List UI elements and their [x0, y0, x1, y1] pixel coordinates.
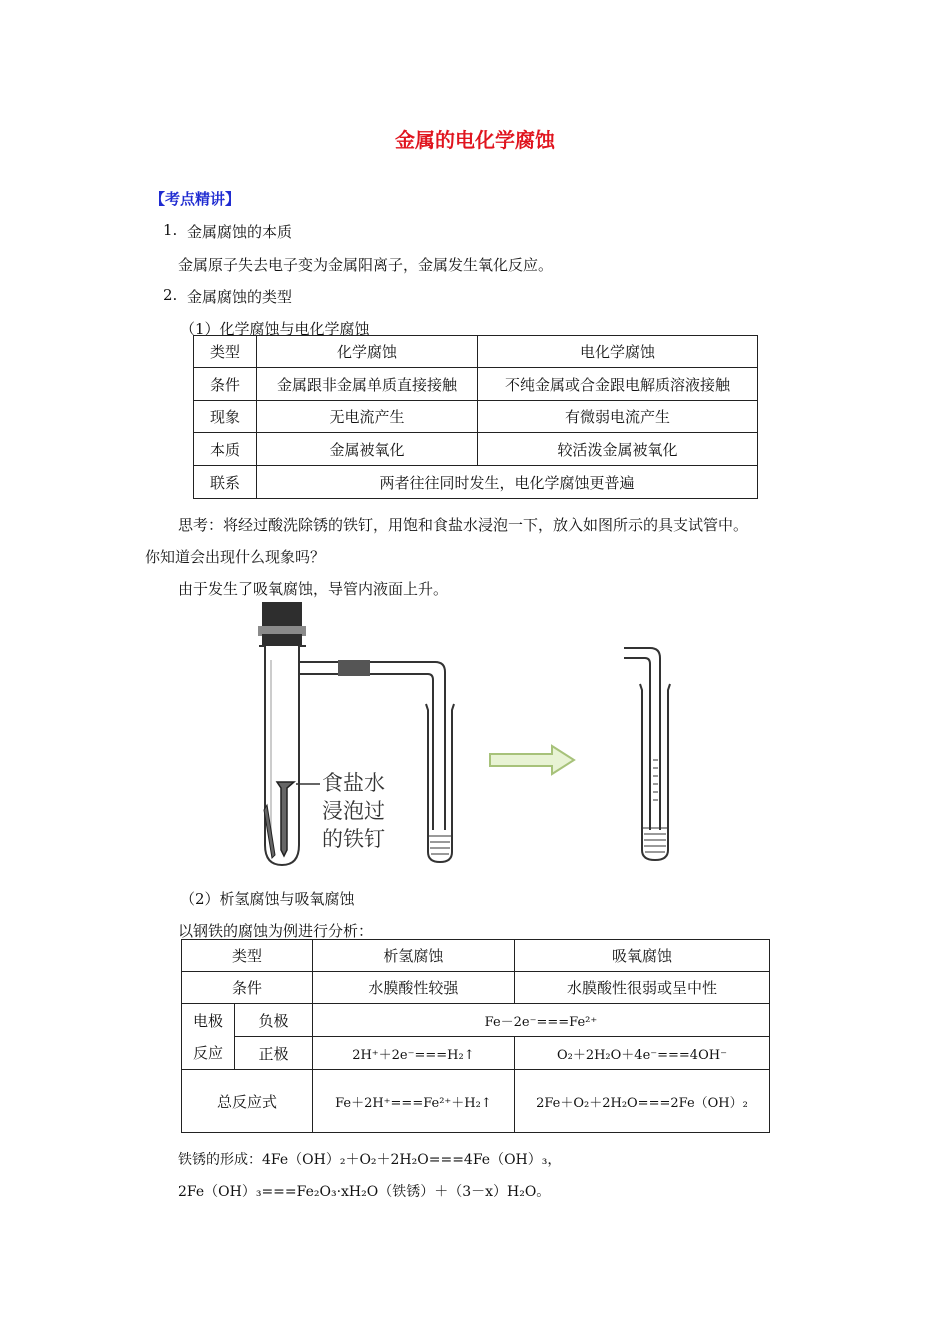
table1-cell: 条件: [194, 368, 257, 401]
table1-cell: 现象: [194, 401, 257, 433]
page-title: 金属的电化学腐蚀: [395, 128, 555, 152]
think-line2: 你知道会出现什么现象吗？: [145, 548, 326, 566]
think-answer: 由于发生了吸氧腐蚀，导管内液面上升。: [178, 580, 449, 598]
figure-label-line: 浸泡过: [322, 799, 385, 823]
table1-cell: 金属被氧化: [257, 433, 478, 466]
figure-label-line: 食盐水: [322, 771, 385, 795]
table1-cell: 电化学腐蚀: [478, 336, 758, 368]
table2-cell: 2H⁺＋2e⁻===H₂↑: [312, 1037, 514, 1070]
table1-cell: 两者往往同时发生，电化学腐蚀更普遍: [257, 466, 758, 499]
table1-cell: 不纯金属或合金跟电解质溶液接触: [478, 368, 758, 401]
item2-number: 2.: [163, 286, 178, 304]
rust-line1: 铁锈的形成：4Fe（OH）₂＋O₂＋2H₂O===4Fe（OH）₃，: [178, 1152, 562, 1168]
figure-label-line: 的铁钉: [322, 827, 385, 851]
corrosion-apparatus-figure: [240, 600, 720, 875]
item1-number: 1.: [163, 221, 178, 239]
comparison-table-1: [193, 335, 758, 499]
table1-cell: 较活泼金属被氧化: [478, 433, 758, 466]
subheading-1: （1）化学腐蚀与电化学腐蚀: [180, 320, 370, 338]
item1-text: 金属原子失去电子变为金属阳离子，金属发生氧化反应。: [178, 256, 554, 274]
table2-cell: 正极: [235, 1037, 313, 1070]
rust-line2: 2Fe（OH）₃===Fe₂O₃·xH₂O（铁锈）＋（3－x）H₂O。: [178, 1184, 551, 1200]
table2-cell: Fe－2e⁻===Fe²⁺: [312, 1004, 769, 1037]
comparison-table-2: [181, 939, 770, 1133]
table1-cell: 无电流产生: [257, 401, 478, 433]
item1-heading: 金属腐蚀的本质: [187, 223, 293, 241]
think-line1: 思考：将经过酸洗除锈的铁钉，用饱和食盐水浸泡一下，放入如图所示的具支试管中。: [178, 516, 749, 534]
table2-cell: 2Fe＋O₂＋2H₂O===2Fe（OH）₂: [514, 1070, 769, 1133]
subheading-2: （2）析氢腐蚀与吸氧腐蚀: [180, 890, 355, 908]
table2-cell: 类型: [182, 940, 313, 972]
table2-cell: 析氢腐蚀: [312, 940, 514, 972]
electrode-label-line: 电极: [192, 1011, 223, 1030]
table2-cell: 水膜酸性很弱或呈中性: [514, 972, 769, 1004]
item2-heading: 金属腐蚀的类型: [187, 288, 293, 306]
table1-cell: 联系: [194, 466, 257, 499]
table2-cell: 条件: [182, 972, 313, 1004]
table2-cell: 总反应式: [182, 1070, 313, 1133]
table2-cell: 水膜酸性较强: [312, 972, 514, 1004]
table1-cell: 本质: [194, 433, 257, 466]
table1-cell: 有微弱电流产生: [478, 401, 758, 433]
table2-cell: O₂＋2H₂O＋4e⁻===4OH⁻: [514, 1037, 769, 1070]
electrode-label: [182, 1004, 235, 1070]
table1-cell: 金属跟非金属单质直接接触: [257, 368, 478, 401]
electrode-label-line: 反应: [192, 1043, 223, 1062]
section-heading: 【考点精讲】: [150, 190, 241, 208]
subheading-2-intro: 以钢铁的腐蚀为例进行分析：: [178, 922, 374, 940]
table2-cell: Fe＋2H⁺===Fe²⁺＋H₂↑: [312, 1070, 514, 1133]
table1-cell: 化学腐蚀: [257, 336, 478, 368]
table2-cell: 负极: [235, 1004, 313, 1037]
table1-cell: 类型: [194, 336, 257, 368]
table2-cell: 吸氧腐蚀: [514, 940, 769, 972]
